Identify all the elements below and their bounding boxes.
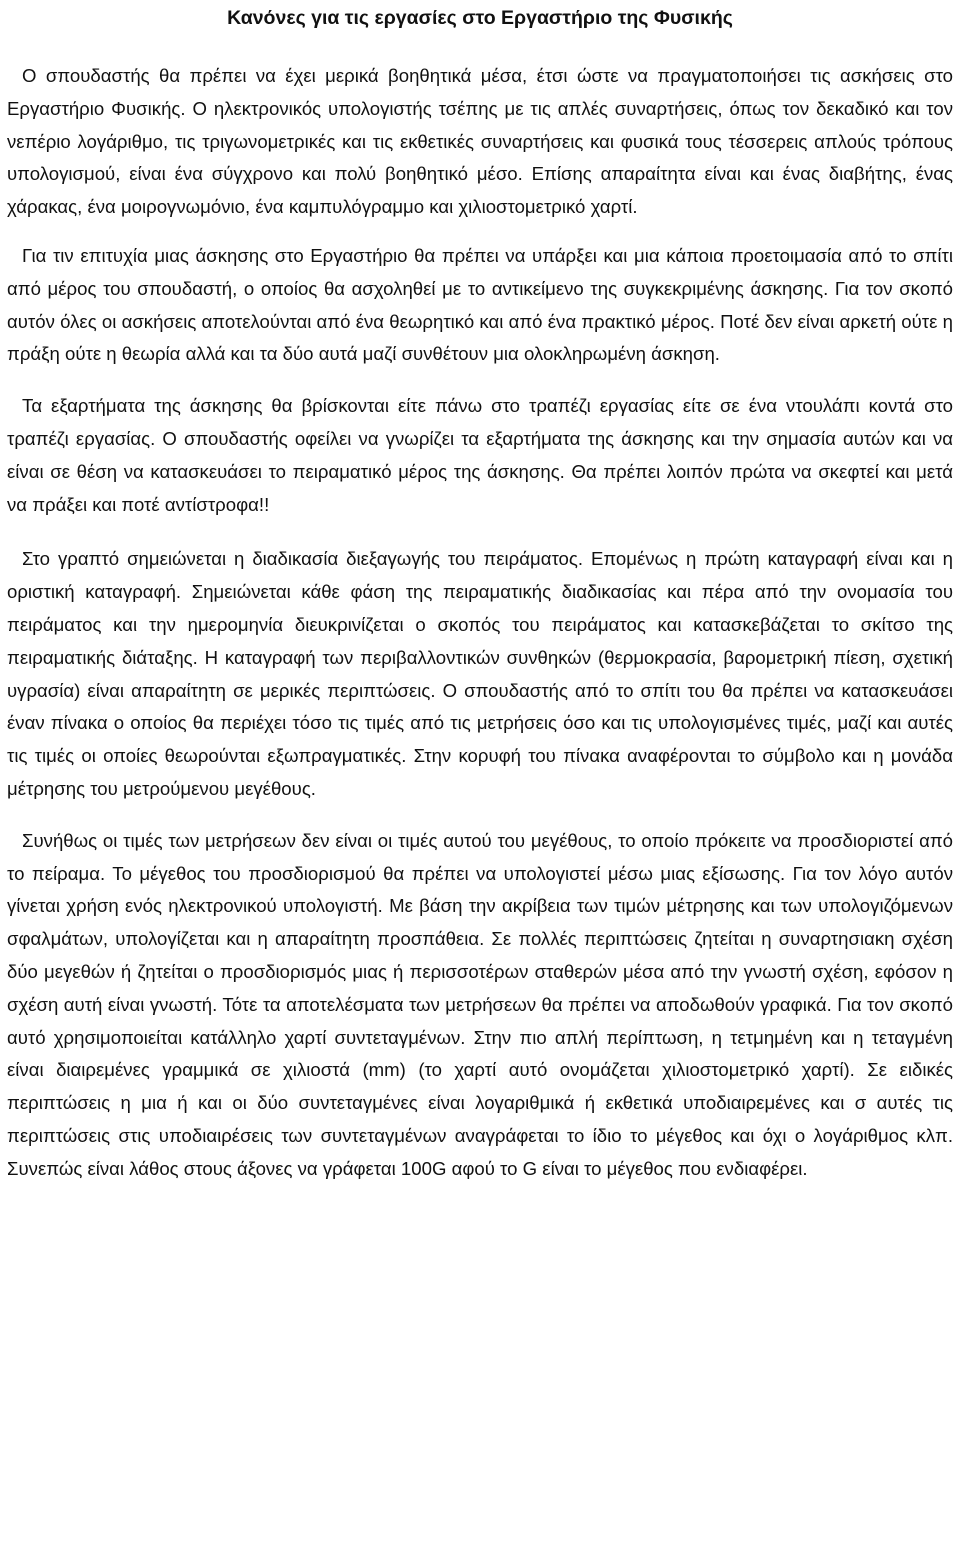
document-title: Κανόνες για τις εργασίες στο Εργαστήριο της Φυσικής	[227, 7, 733, 29]
paragraph-preparation: Για τιν επιτυχία μιας άσκησης στο Εργαστήριο θα πρέπει να υπάρξει και μια κάποια προετοιμασία από το σπίτι από μέρος του σπουδαστή, ο οποίος θα ασχοληθεί με το αντικείμενο της συγκεκριμένης άσκησης. Για τον σκοπό αυτόν όλες οι ασκήσεις αποτελούνται από ένα θεωρητικό και από ένα πρακτικό μέρος. Ποτέ δεν είναι αρκετή ούτε η πράξη ούτε η θεωρία αλλά και τα δύο αυτά μαζί συνθέτουν μια ολοκληρωμένη άσκηση.	[7, 244, 953, 365]
paragraph-tools: Ο σπουδαστής θα πρέπει να έχει μερικά βοηθητικά μέσα, έτσι ώστε να πραγματοποιήσει τις ασκήσεις στο Εργαστήριο Φυσικής. Ο ηλεκτρονικός υπολογιστής τσέπης με τις απλές συναρτήσεις, όπως τον δεκαδικό και τον νεπέριο λογάριθμο, τις τριγωνομετρικές και τις εκθετικές συναρτήσεις και φυσικά τους τέσσερεις απλούς τρόπους υπολογισμού, είναι ένα σύγχρονο και πολύ βοηθητικό μέσο. Επίσης απαραίτητα είναι και ένας διαβήτης, ένας χάρακας, ένα μοιρογνωμόνιο, ένα καμπυλόγραμμο και χιλιοστομετρικό χαρτί.	[7, 65, 953, 218]
paragraph-measurements: Συνήθως οι τιμές των μετρήσεων δεν είναι οι τιμές αυτού του μεγέθους, το οποίο πρόκειτε να προσδιοριστεί από το πείραμα. Το μέγεθος του προσδιορισμού θα πρέπει να υπολογιστεί μέσω μιας εξίσωσης. Για τον λόγο αυτόν γίνεται χρήση ενός ηλεκτρονικού υπολογιστή. Με βάση την ακρίβεια των τιμών μέτρησης και των υπολογιζόμενων σφαλμάτων, υπολογίζεται και η απαραίτητη προσπάθεια. Σε πολλές περιπτώσεις ζητείται η συναρτησιακη σχέση δύο μεγεθών ή ζητείται ο προσδιορισμός μιας ή περισσοτέρων σταθερών μέσα από την γνωστή σχέση, εφόσον η σχέση αυτή είναι γνωστή. Τότε τα αποτελέσματα των μετρήσεων θα πρέπει να αποδωθούν γραφικά. Για τον σκοπό αυτό χρησιμοποιείται κατάλληλο χαρτί συντεταγμένων. Στην πιο απλή περίπτωση, η τετμημένη και η τεταγμένη είναι διαιρεμένες γραμμικά σε χιλιοστά (mm) (το χαρτί αυτό ονομάζεται χιλιοστομετρικό χαρτί). Σε ειδικές περιπτώσεις η μια ή και οι δύο συντεταγμένες είναι λογαριθμικά ή εκθετικά υποδιαιρεμένες και σ αυτές τις περιπτώσεις στις υποδιαιρέσεις των συντεταγμένων αναγράφεται το ίδιο το μέγεθος και όχι ο λογάριθμος κλπ. Συνεπώς είναι λάθος στους άξονες να γράφεται 100G αφού το G είναι το μέγεθος που ενδιαφέρει.	[7, 829, 953, 1179]
paragraph-recording: Στο γραπτό σημειώνεται η διαδικασία διεξαγωγής του πειράματος. Επομένως η πρώτη καταγραφή είναι και η οριστική καταγραφή. Σημειώνεται κάθε φάση της πειραματικής διαδικασίας και πέρα από την ονομασία του πειράματος και την ημερομηνία διευκρινίζεται ο σκοπός του πειράματος και κατασκεβάζεται το σκίτσο της πειραματικής διάταξης. Η καταγραφή των περιβαλλοντικών συνθηκών (θερμοκρασία, βαρομετρική πίεση, σχετική υγρασία) είναι απαραίτητη σε μερικές περιπτώσεις. Ο σπουδαστής από το σπίτι του θα πρέπει να κατασκευάσει έναν πίνακα ο οποίος θα περιέχει τόσο τις τιμές από τις μετρήσεις όσο και τις υπολογισμένες τιμές, μαζί και αυτές τις τιμές οι οποίες θεωρούνται εξωπραγματικές. Στην κορυφή του πίνακα αναφέρονται το σύμβολο και η μονάδα μέτρησης του μετρούμενου μεγέθους.	[7, 548, 953, 799]
paragraph-equipment: Τα εξαρτήματα της άσκησης θα βρίσκονται είτε πάνω στο τραπέζι εργασίας είτε σε ένα ντουλάπι κοντά στο τραπέζι εργασίας. Ο σπουδαστής οφείλει να γνωρίζει τα εξαρτήματα της άσκησης και την σημασία αυτών και να είναι σε θέση να κατασκευάσει το πειραματικό μέρος της άσκησης. Θα πρέπει λοιπόν πρώτα να σκεφτεί και μετά να πράξει και ποτέ αντίστροφα!!	[7, 395, 953, 515]
